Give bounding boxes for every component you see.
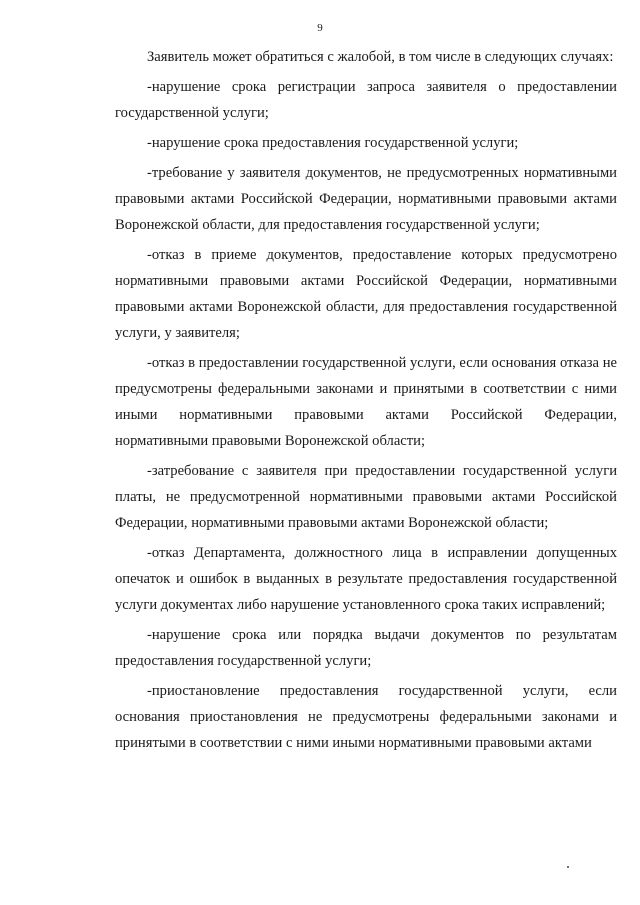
scan-speck	[567, 866, 569, 868]
list-item: -нарушение срока предоставления государственной услуги;	[147, 135, 519, 151]
page-number: 9	[317, 22, 323, 34]
list-item: -отказ в приеме документов, предоставление которых предусмотрено нормативными правовыми актами Российской Федерации, нормативными правовыми актами Воронежской области, для предоставления государственной услуги, у заявителя;	[115, 247, 617, 341]
document-body	[115, 44, 617, 760]
intro-paragraph: Заявитель может обратиться с жалобой, в том числе в следующих случаях:	[147, 49, 614, 65]
list-item: -приостановление предоставления государственной услуги, если основания приостановления не предусмотрены федеральными законами и принятыми в соответствии с ними иными нормативными правовыми актами	[115, 683, 617, 751]
list-item: -отказ Департамента, должностного лица в исправлении допущенных опечаток и ошибок в выданных в результате предоставления государственной услуги документах либо нарушение установленного срока таких исправлений;	[115, 545, 617, 613]
list-item: -затребование с заявителя при предоставлении государственной услуги платы, не предусмотренной нормативными правовыми актами Российской Федерации, нормативными правовыми актами Воронежской области;	[115, 463, 617, 531]
list-item: -отказ в предоставлении государственной услуги, если основания отказа не предусмотрены федеральными законами и принятыми в соответствии с ними иными нормативными правовыми актами Российской Федерации, нормативными правовыми Воронежской области;	[115, 355, 617, 449]
list-item: -требование у заявителя документов, не предусмотренных нормативными правовыми актами Российской Федерации, нормативными правовыми актами Воронежской области, для предоставления государственной услуги;	[115, 165, 617, 233]
list-item: -нарушение срока регистрации запроса заявителя о предоставлении государственной услуги;	[115, 79, 617, 121]
list-item: -нарушение срока или порядка выдачи документов по результатам предоставления государственной услуги;	[115, 627, 617, 669]
